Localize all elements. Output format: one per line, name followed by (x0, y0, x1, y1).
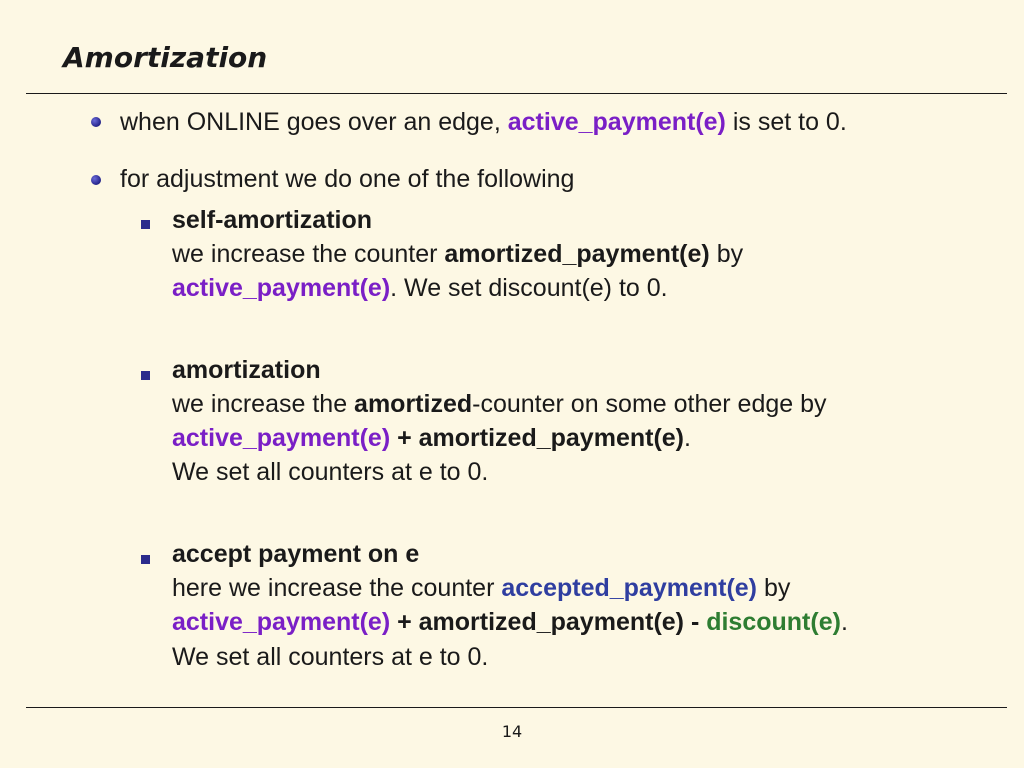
text: . (684, 424, 691, 452)
text: we increase the counter (172, 240, 445, 268)
term-amortized-payment: + amortized_payment(e) (390, 424, 684, 452)
term-amortized: amortized (354, 390, 473, 418)
sub-heading: amortization (172, 356, 321, 384)
term-active-payment: active_payment(e) (172, 424, 391, 452)
title-divider (26, 93, 1007, 94)
bullet-text: when ONLINE goes over an edge, (120, 108, 508, 136)
text: by (709, 240, 744, 268)
sub-heading-self-amortization (172, 203, 372, 237)
bullet-online-edge (120, 105, 847, 139)
bullet-square-icon (141, 555, 150, 564)
text: we increase the (172, 390, 355, 418)
term-discount: discount(e) (706, 608, 841, 636)
bullet-text: is set to 0. (725, 108, 847, 136)
term-amortized-payment: amortized_payment(e) (444, 240, 710, 268)
slide-title: Amortization (63, 41, 268, 74)
bullet-text: for adjustment we do one of the following (120, 165, 575, 193)
sub-line (172, 387, 827, 421)
sub-heading: self-amortization (172, 206, 373, 234)
sub-line (172, 571, 790, 605)
term-active-payment: active_payment(e) (507, 108, 726, 136)
sub-heading-amortization (172, 353, 321, 387)
sub-heading-accept-payment (172, 537, 419, 571)
text: by (757, 574, 791, 602)
bullet-adjustment (120, 162, 574, 196)
text: We set all counters at e to 0. (172, 458, 489, 486)
text: . We set discount(e) to 0. (390, 274, 668, 302)
sub-line (172, 421, 691, 455)
term-active-payment: active_payment(e) (172, 608, 391, 636)
term-accepted-payment: accepted_payment(e) (501, 574, 758, 602)
bullet-dot-icon (91, 175, 101, 185)
bullet-square-icon (141, 371, 150, 380)
term-amortized-payment: + amortized_payment(e) - (390, 608, 707, 636)
sub-line (172, 605, 848, 639)
sub-line (172, 455, 488, 489)
text: We set all counters at e to 0. (172, 643, 489, 671)
bullet-square-icon (141, 220, 150, 229)
footer-divider (26, 707, 1007, 708)
text: . (840, 608, 848, 636)
text: here we increase the counter (172, 574, 502, 602)
sub-line (172, 640, 488, 674)
page-number: 14 (501, 722, 523, 741)
text: -counter on some other edge by (472, 390, 827, 418)
sub-heading: accept payment on e (172, 540, 420, 568)
bullet-dot-icon (91, 117, 101, 127)
sub-line (172, 237, 743, 271)
term-active-payment: active_payment(e) (172, 274, 391, 302)
sub-line (172, 271, 668, 305)
